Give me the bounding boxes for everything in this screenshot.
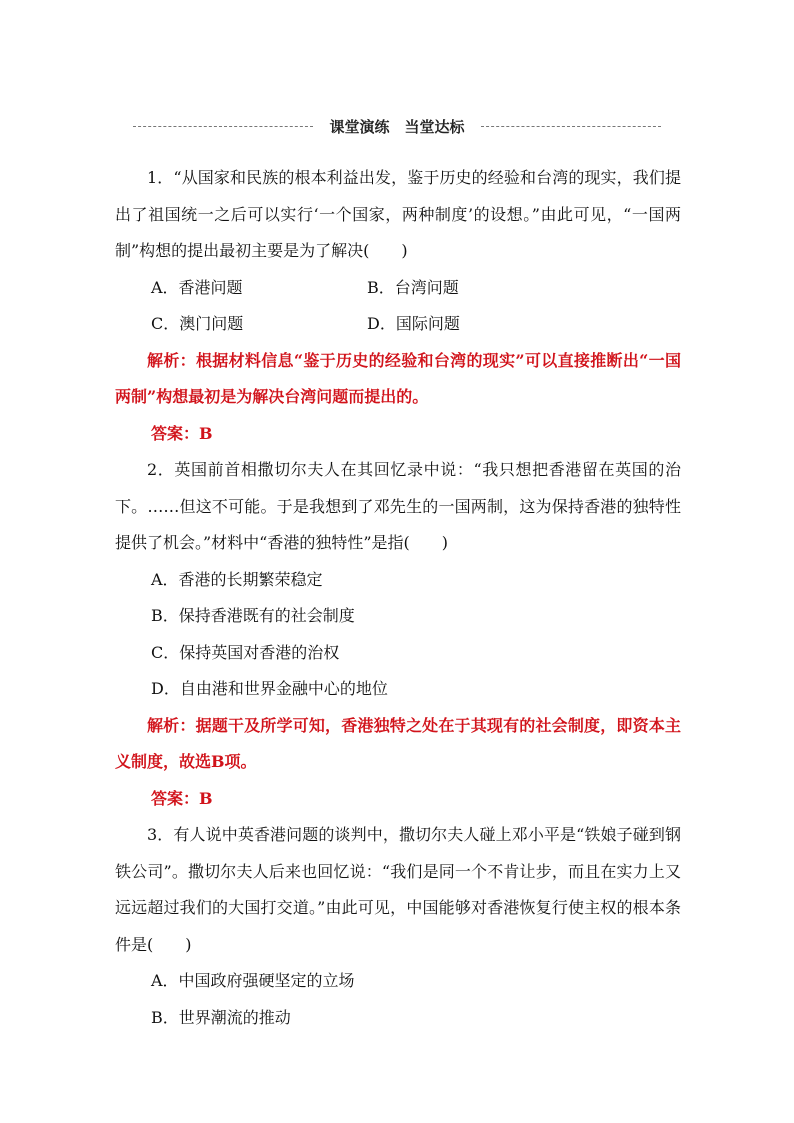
question-1-option-b: B．台湾问题 [367, 277, 459, 297]
header-rule-right [481, 126, 661, 127]
answer-value: B [199, 788, 213, 808]
question-2-option-a: A．香港的长期繁荣稳定 [151, 569, 323, 589]
question-1-options-row-2 [115, 306, 681, 343]
question-3-stem: 3．有人说中英香港问题的谈判中，撒切尔夫人碰上邓小平是“铁娘子碰到钢铁公司”。撒切尔夫人后来也回忆说：“我们是同一个不肯让步，而且在实力上又远远超过我们的大国打交道。”由此可见，中国能够对香港恢复行使主权的根本条件是( ) [115, 825, 681, 954]
question-2-analysis [115, 708, 681, 781]
answer-label: 答案： [151, 423, 200, 443]
question-3-option-a: A．中国政府强硬坚定的立场 [151, 971, 355, 990]
question-1-option-d: D．国际问题 [367, 314, 460, 333]
question-1-option-c: C．澳门问题 [151, 314, 244, 333]
section-title: 课堂演练 当堂达标 [329, 118, 465, 136]
header-rule-left [133, 126, 313, 127]
question-1-option-a: A．香港问题 [151, 277, 243, 297]
question-1-options-row-1 [115, 270, 681, 307]
question-2-option-d: D．自由港和世界金融中心的地位 [151, 679, 388, 698]
answer-label: 答案： [151, 788, 200, 808]
document-body [115, 160, 681, 1036]
question-2-option-c: C．保持英国对香港的治权 [151, 642, 340, 662]
analysis-label: 解析： [147, 350, 196, 370]
question-3-option-b: B．世界潮流的推动 [151, 1007, 291, 1027]
question-1-answer [115, 416, 681, 453]
analysis-label: 解析： [147, 715, 196, 735]
question-2-answer [115, 781, 681, 818]
question-2-stem: 2．英国前首相撒切尔夫人在其回忆录中说：“我只想把香港留在英国的治下。……但这不可能。于是我想到了邓先生的一国两制，这为保持香港的独特性提供了机会。”材料中“香港的独特性”是指( ) [115, 460, 681, 552]
answer-value: B [199, 423, 213, 443]
analysis-text: 根据材料信息“鉴于历史的经验和台湾的现实”可以直接推断出“一国两制”构想最初是为解决台湾问题而提出的。 [115, 350, 681, 406]
question-1-stem: 1．“从国家和民族的根本利益出发，鉴于历史的经验和台湾的现实，我们提出了祖国统一之后可以实行‘一个国家，两种制度’的设想。”由此可见，“一国两制”构想的提出最初主要是为了解决( ) [115, 168, 681, 260]
section-header [133, 116, 661, 138]
analysis-text: 据题干及所学可知，香港独特之处在于其现有的社会制度，即资本主义制度，故选B项。 [115, 715, 681, 771]
question-2-option-b: B．保持香港既有的社会制度 [151, 606, 355, 625]
question-1-analysis [115, 343, 681, 416]
